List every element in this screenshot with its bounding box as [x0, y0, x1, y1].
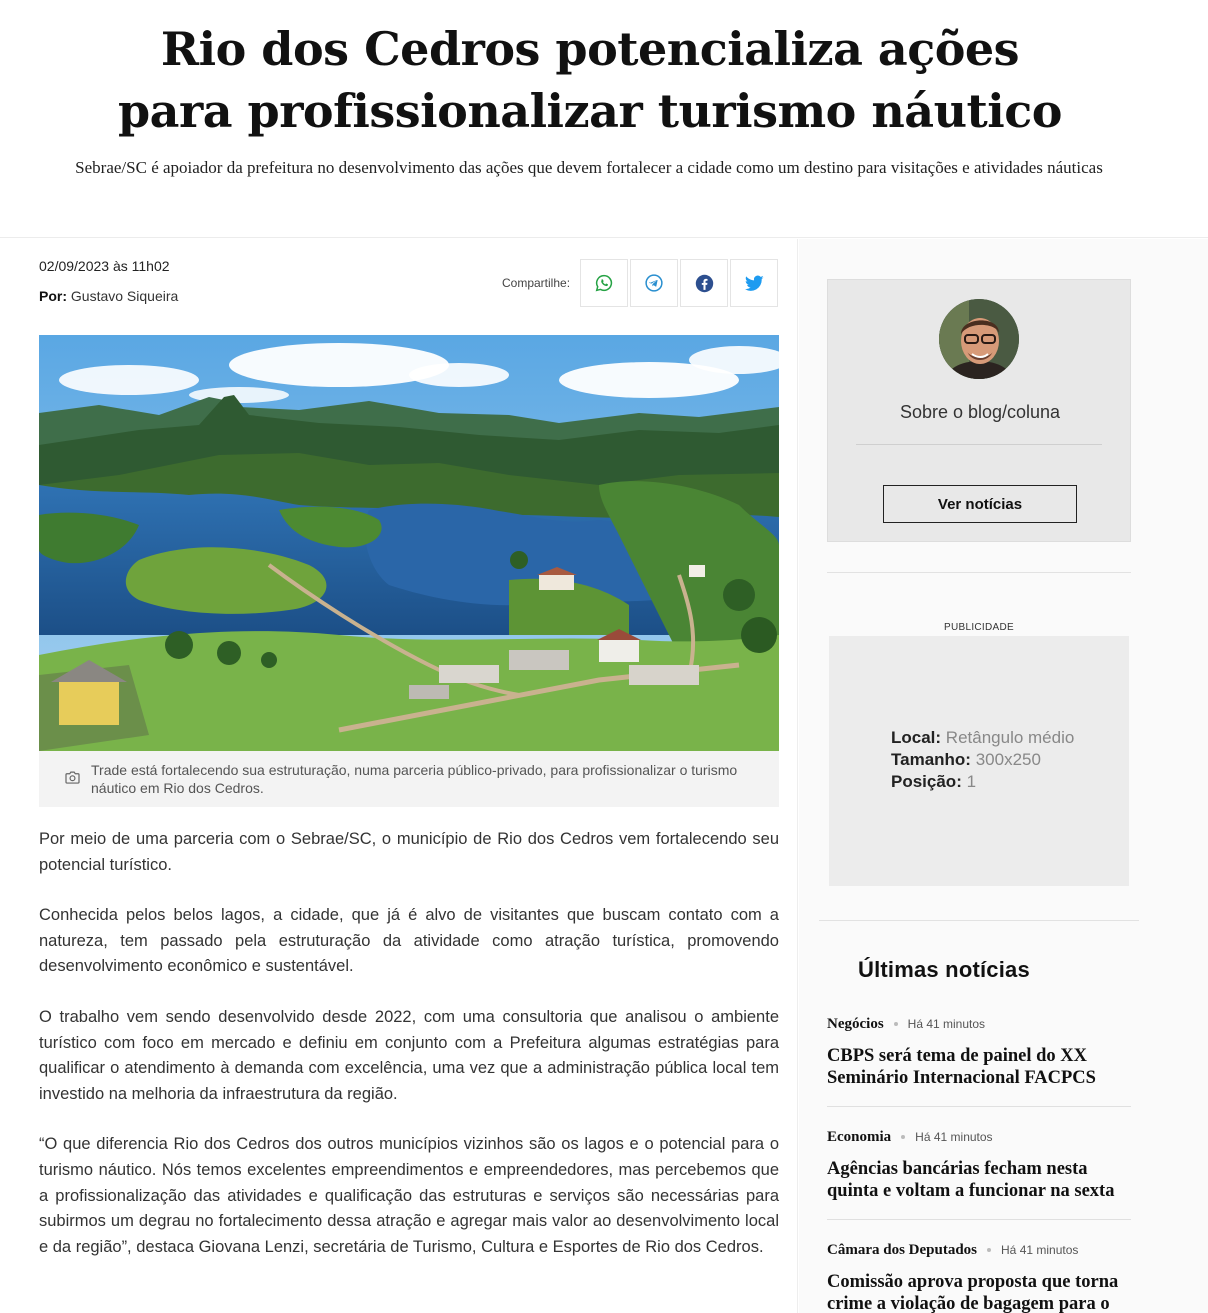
ad-size-key: Tamanho: — [891, 750, 971, 769]
about-blog-label: Sobre o blog/coluna — [899, 402, 1061, 422]
twitter-icon — [745, 275, 764, 292]
news-divider — [827, 1219, 1131, 1220]
share-facebook-button[interactable] — [680, 259, 728, 307]
news-title-link[interactable]: CBPS será tema de painel do XX Seminário Internacional FACPCS — [827, 1046, 1096, 1088]
article-paragraph: O trabalho vem sendo desenvolvido desde 2022, com uma consultoria que analisou o ambiente turístico com foco em mercado e definiu em conjunto com a Prefeitura algumas estratégias para qualificar o atendimento à demanda com excelência, uma vez que a administração pública local tem investido na melhoria da infraestrutura da região. — [39, 1007, 779, 1103]
news-time: Há 41 minutos — [1001, 1243, 1079, 1257]
news-item — [827, 1128, 1131, 1202]
share-twitter-button[interactable] — [730, 259, 778, 307]
author-avatar[interactable] — [939, 299, 1019, 379]
ad-size-value: 300x250 — [975, 750, 1041, 769]
article-photo[interactable] — [39, 335, 779, 751]
article-headline: Rio dos Cedros potencializa ações para profissionalizar turismo náutico — [118, 22, 1062, 138]
dot-separator — [894, 1022, 898, 1026]
dot-separator — [987, 1248, 991, 1252]
whatsapp-icon — [595, 274, 613, 292]
facebook-icon — [695, 274, 714, 293]
article-paragraph: Conhecida pelos belos lagos, a cidade, que já é alvo de visitantes que buscam contato com a natureza, tem passado pela estruturação da atividade como atração turística, promovendo desenvolvimento econômico e sustentável. — [39, 906, 779, 976]
dot-separator — [901, 1135, 905, 1139]
share-telegram-button[interactable] — [630, 259, 678, 307]
ad-info — [891, 727, 1074, 793]
telegram-icon — [645, 274, 663, 292]
news-category[interactable]: Economia — [827, 1128, 892, 1145]
news-item — [827, 1015, 1131, 1089]
news-title-link[interactable]: Comissão aprova proposta que torna crime a violação de bagagem para o — [827, 1272, 1119, 1313]
news-time: Há 41 minutos — [915, 1130, 993, 1144]
camera-icon — [65, 771, 80, 784]
photo-caption: Trade está fortalecendo sua estruturação, numa parceria público-privado, para profissionalizar o turismo náutico em Rio dos Cedros. — [91, 762, 738, 796]
share-label: Compartilhe: — [502, 276, 571, 290]
news-category[interactable]: Negócios — [827, 1015, 884, 1032]
photo-caption-bar — [39, 751, 779, 807]
article-main — [0, 239, 798, 1313]
ad-slot[interactable] — [829, 636, 1129, 886]
article-paragraph: Por meio de uma parceria com o Sebrae/SC, o município de Rio dos Cedros vem fortalecendo seu potencial turístico. — [39, 830, 779, 874]
author-line — [39, 288, 178, 304]
latest-news-heading: Últimas notícias — [858, 957, 1030, 982]
ad-local-value: Retângulo médio — [945, 728, 1075, 747]
share-whatsapp-button[interactable] — [580, 259, 628, 307]
ad-position-value: 1 — [966, 772, 977, 791]
card-divider — [856, 444, 1102, 445]
ad-local-key: Local: — [891, 728, 942, 747]
article-paragraph: “O que diferencia Rio dos Cedros dos outros municípios vizinhos são os lagos e o potencial para o turismo náutico. Nós temos excelentes empreendimentos e empreendedores, mas percebemos que a profissionalização das atividades e qualificação das estruturas e serviços são necessárias para subirmos um degrau no fortalecimento dessa atração e agregar mais valor ao desenvolvimento local e da região”, destaca Giovana Lenzi, secretária de Turismo, Cultura e Esportes de Rio dos Cedros. — [39, 1135, 779, 1256]
news-title-link[interactable]: Agências bancárias fecham nesta quinta e voltam a funcionar na sexta — [827, 1159, 1115, 1201]
ad-position-key: Posição: — [891, 772, 962, 791]
sidebar — [799, 239, 1208, 1313]
ad-label: PUBLICIDADE — [944, 622, 1014, 633]
news-time: Há 41 minutos — [907, 1017, 986, 1031]
sidebar-divider — [827, 572, 1131, 573]
author-name: Gustavo Siqueira — [70, 288, 179, 304]
news-item — [827, 1241, 1131, 1313]
view-news-button[interactable]: Ver notícias — [883, 485, 1077, 523]
author-card — [827, 279, 1131, 542]
article-body — [39, 827, 779, 1285]
publish-date: 02/09/2023 às 11h02 — [39, 258, 170, 274]
article-subheadline: Sebrae/SC é apoiador da prefeitura no desenvolvimento das ações que devem fortalecer a cidade como um destino para visitações e atividades náuticas — [75, 158, 1103, 177]
sidebar-divider — [819, 920, 1139, 921]
author-label: Por: — [39, 288, 67, 304]
author-photo — [939, 299, 1019, 379]
lake-landscape-image — [39, 335, 779, 751]
news-divider — [827, 1106, 1131, 1107]
news-category[interactable]: Câmara dos Deputados — [827, 1241, 978, 1258]
article-header — [0, 0, 1208, 238]
